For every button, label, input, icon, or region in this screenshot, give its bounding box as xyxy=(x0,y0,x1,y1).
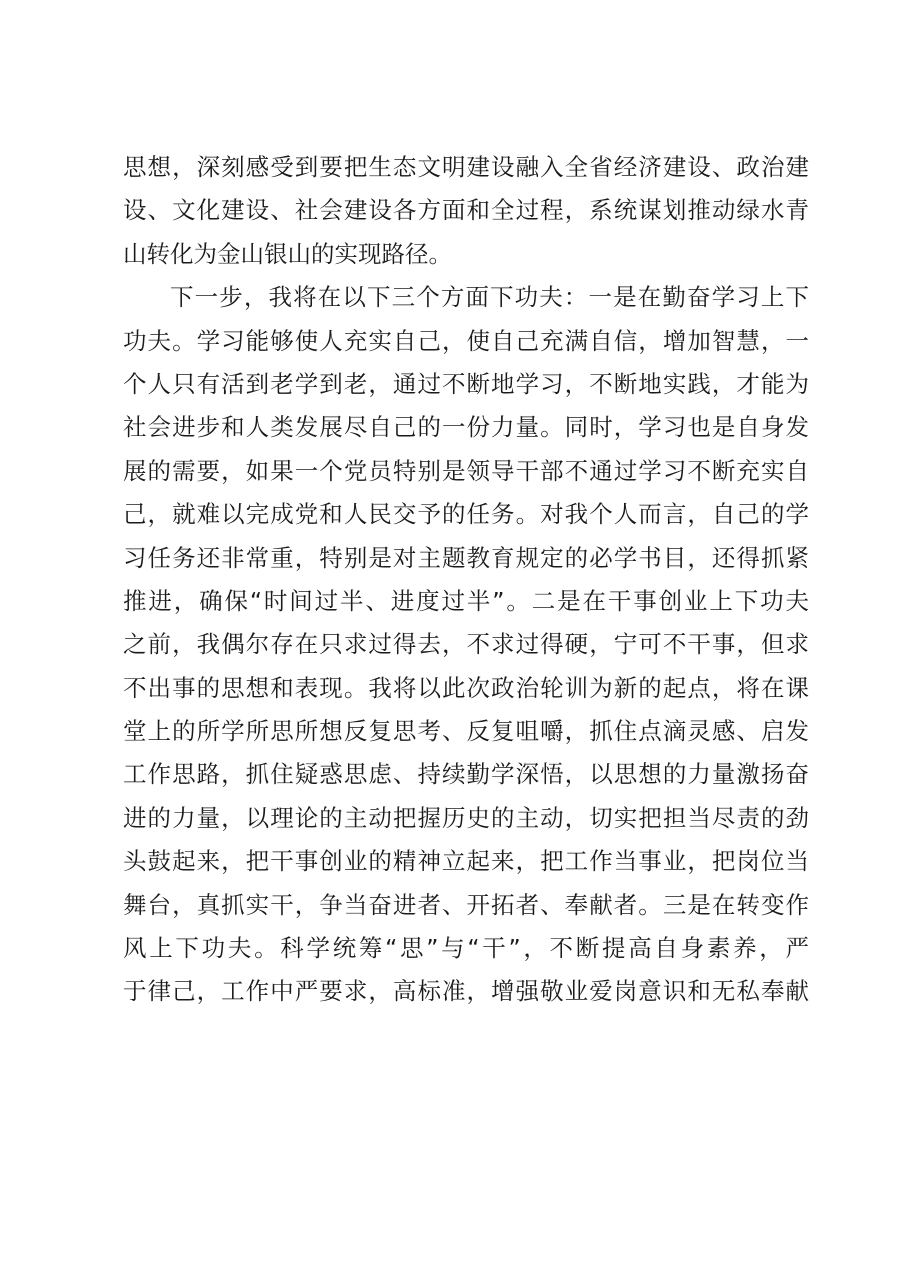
text-line: 风上下功夫。科学统筹“思”与“干”，不断提高自身素养，严 xyxy=(123,934,809,963)
text-line: 下一步，我将在以下三个方面下功夫：一是在勤奋学习上下 xyxy=(170,283,809,312)
text-line: 于律己，工作中严要求，高标准，增强敬业爱岗意识和无私奉献 xyxy=(123,977,809,1006)
text-line: 习任务还非常重，特别是对主题教育规定的必学书目，还得抓紧 xyxy=(123,543,809,572)
text-line: 舞台，真抓实干，争当奋进者、开拓者、奉献者。三是在转变作 xyxy=(123,890,809,919)
text-line xyxy=(123,1014,809,1057)
text-line: 不出事的思想和表现。我将以此次政治轮训为新的起点，将在课 xyxy=(123,673,809,702)
paragraph-1 xyxy=(123,146,809,276)
text-line: 头鼓起来，把干事创业的精神立起来，把工作当事业，把岗位当 xyxy=(123,847,809,876)
text-line: 己，就难以完成党和人民交予的任务。对我个人而言，自己的学 xyxy=(123,500,809,529)
text-line: 设、文化建设、社会建设各方面和全过程，系统谋划推动绿水青 xyxy=(123,196,809,225)
text-line: 堂上的所学所思所想反复思考、反复咀嚼，抓住点滴灵感、启发 xyxy=(123,717,809,746)
text-line: 推进，确保“时间过半、进度过半”。二是在干事创业上下功夫 xyxy=(123,586,809,615)
text-line: 之前，我偶尔存在只求过得去，不求过得硬，宁可不干事，但求 xyxy=(123,630,809,659)
text-line: 思想，深刻感受到要把生态文明建设融入全省经济建设、政治建 xyxy=(123,153,809,181)
text-line: 功夫。学习能够使人充实自己，使自己充满自信，增加智慧，一 xyxy=(123,326,809,355)
text-line: 山转化为金山银山的实现路径。 xyxy=(123,239,452,268)
text-line: 展的需要，如果一个党员特别是领导干部不通过学习不断充实自 xyxy=(123,456,809,485)
text-line: 个人只有活到老学到老，通过不断地学习，不断地实践，才能为 xyxy=(123,369,809,398)
text-line: 工作思路，抓住疑惑思虑、持续勤学深悟，以思想的力量激扬奋 xyxy=(123,760,809,789)
paragraph-2 xyxy=(123,276,809,1057)
text-line: 社会进步和人类发展尽自己的一份力量。同时，学习也是自身发 xyxy=(123,413,809,442)
document-body xyxy=(123,146,809,1057)
text-line: 进的力量，以理论的主动把握历史的主动，切实把担当尽责的劲 xyxy=(123,803,809,832)
